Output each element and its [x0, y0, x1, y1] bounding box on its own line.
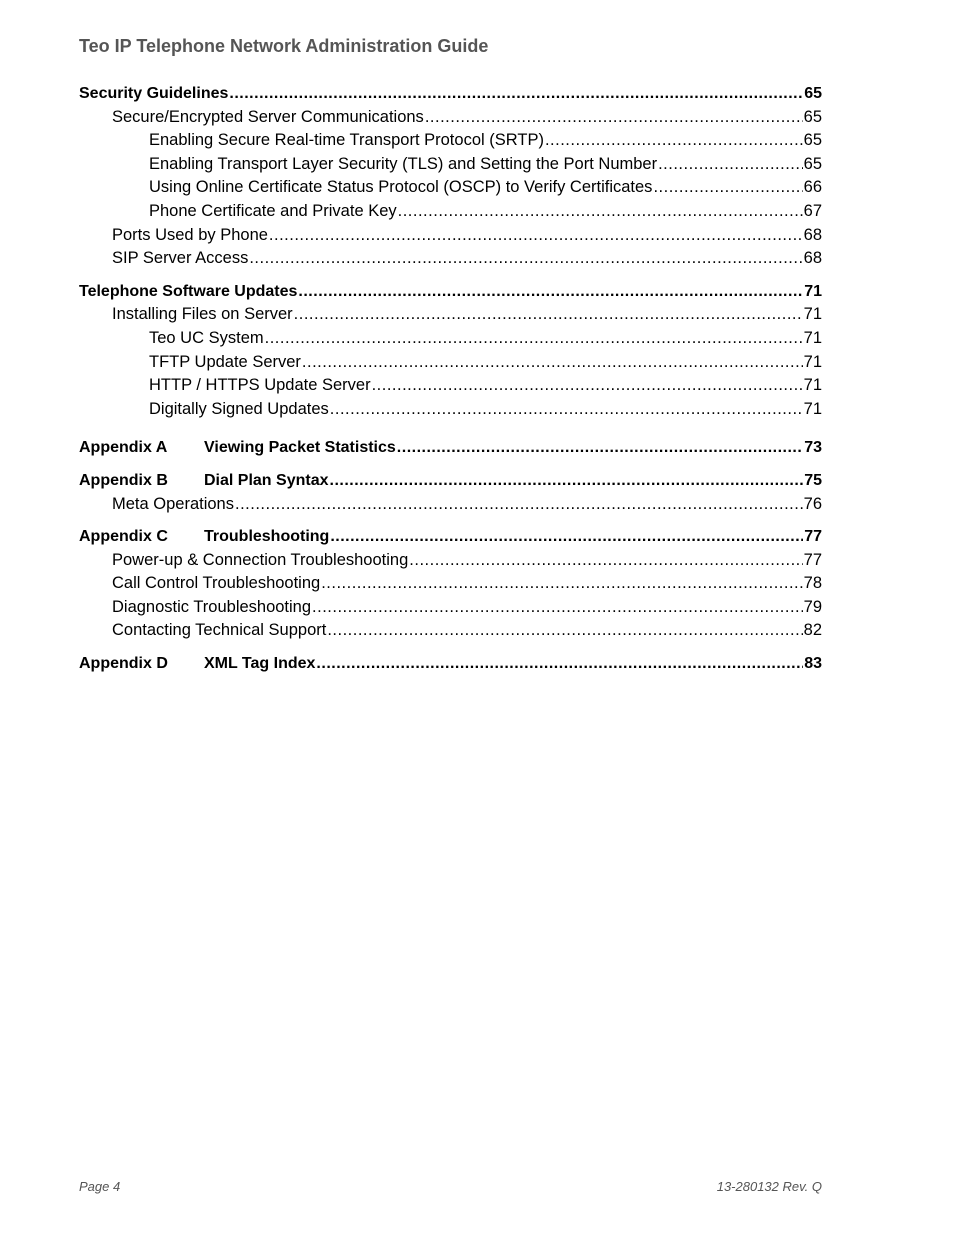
toc-entry-page: 71 — [803, 399, 822, 418]
toc-entry-title: Dial Plan Syntax — [204, 471, 329, 489]
toc-entry-page: 73 — [804, 439, 822, 457]
toc-entry[interactable] — [79, 596, 822, 620]
toc-entry[interactable] — [79, 374, 822, 398]
toc-entry-title: Call Control Troubleshooting — [112, 574, 321, 593]
toc-entry[interactable] — [79, 351, 822, 375]
toc-entry-title: XML Tag Index — [204, 655, 316, 673]
toc-entry-page: 77 — [803, 550, 822, 569]
toc-entry-title: SIP Server Access — [112, 249, 249, 268]
toc-section-appendix-a — [79, 436, 822, 460]
dot-leader — [658, 153, 803, 177]
dot-leader — [229, 82, 803, 106]
dot-leader — [321, 572, 802, 596]
toc-entry[interactable] — [79, 224, 822, 248]
toc-entry-page: 65 — [804, 85, 822, 102]
toc-entry[interactable] — [79, 303, 822, 327]
footer-doc-number: 13-280132 Rev. Q — [716, 1179, 822, 1194]
toc-entry-title: Power-up & Connection Troubleshooting — [112, 550, 409, 569]
appendix-tag: Appendix C — [79, 528, 168, 546]
toc-entry-page: 65 — [803, 107, 822, 126]
toc-entry-title: Installing Files on Server — [112, 305, 293, 324]
toc-entry[interactable] — [79, 525, 822, 549]
dot-leader — [372, 374, 803, 398]
toc-entry-title: Enabling Transport Layer Security (TLS) and Setting the Port Number — [149, 154, 658, 173]
toc-entry-title: Digitally Signed Updates — [149, 399, 329, 418]
toc-entry-page: 76 — [803, 494, 822, 513]
toc-section-software-updates — [79, 280, 822, 422]
toc-entry-page: 65 — [803, 154, 822, 173]
toc-entry[interactable] — [79, 129, 822, 153]
toc-entry[interactable] — [79, 153, 822, 177]
toc-entry[interactable] — [79, 572, 822, 596]
toc-entry-page: 83 — [804, 655, 822, 673]
table-of-contents — [79, 82, 822, 685]
dot-leader — [302, 351, 803, 375]
dot-leader — [249, 247, 802, 271]
appendix-tag: Appendix B — [79, 471, 168, 489]
toc-entry-title: Troubleshooting — [204, 528, 330, 546]
toc-entry-page: 71 — [804, 282, 822, 300]
toc-entry-title: Contacting Technical Support — [112, 621, 327, 640]
toc-entry[interactable] — [79, 280, 822, 304]
toc-entry[interactable] — [79, 549, 822, 573]
toc-entry-title: Telephone Software Updates — [79, 282, 298, 300]
dot-leader — [398, 200, 803, 224]
dot-leader — [316, 652, 803, 676]
toc-entry-title: Secure/Encrypted Server Communications — [112, 107, 424, 126]
toc-entry[interactable] — [79, 82, 822, 106]
toc-entry-title: Enabling Secure Real-time Transport Protocol (SRTP) — [149, 131, 544, 150]
toc-entry-title: TFTP Update Server — [149, 352, 301, 371]
dot-leader — [425, 106, 803, 130]
toc-entry[interactable] — [79, 247, 822, 271]
toc-entry[interactable] — [79, 469, 822, 493]
toc-entry[interactable] — [79, 493, 822, 517]
appendix-tag: Appendix D — [79, 655, 168, 673]
dot-leader — [265, 327, 803, 351]
toc-entry-title: Viewing Packet Statistics — [204, 439, 396, 457]
toc-section-appendix-d — [79, 652, 822, 676]
toc-entry-page: 75 — [804, 471, 822, 489]
toc-entry-page: 82 — [803, 621, 822, 640]
toc-entry-page: 67 — [803, 201, 822, 220]
toc-entry-title: Ports Used by Phone — [112, 225, 268, 244]
dot-leader — [235, 493, 803, 517]
toc-entry-page: 71 — [803, 305, 822, 324]
toc-entry-title: Meta Operations — [112, 494, 234, 513]
toc-entry-page: 78 — [803, 574, 822, 593]
toc-entry[interactable] — [79, 176, 822, 200]
toc-entry[interactable] — [79, 619, 822, 643]
toc-entry[interactable] — [79, 106, 822, 130]
dot-leader — [545, 129, 803, 153]
dot-leader — [269, 224, 803, 248]
toc-entry[interactable] — [79, 398, 822, 422]
dot-leader — [397, 436, 803, 460]
toc-entry[interactable] — [79, 652, 822, 676]
dot-leader — [327, 619, 802, 643]
dot-leader — [330, 469, 804, 493]
toc-entry[interactable] — [79, 200, 822, 224]
toc-section-appendix-c — [79, 525, 822, 643]
appendix-tag: Appendix A — [79, 439, 168, 457]
dot-leader — [294, 303, 803, 327]
toc-entry-page: 68 — [803, 249, 822, 268]
toc-entry[interactable] — [79, 436, 822, 460]
dot-leader — [312, 596, 803, 620]
dot-leader — [653, 176, 802, 200]
toc-section-appendix-b — [79, 469, 822, 516]
toc-entry-page: 71 — [803, 376, 822, 395]
toc-entry-page: 65 — [803, 131, 822, 150]
toc-entry-title: Phone Certificate and Private Key — [149, 201, 397, 220]
toc-entry-title: Teo UC System — [149, 328, 264, 347]
toc-entry-page: 71 — [803, 352, 822, 371]
toc-entry-title: Diagnostic Troubleshooting — [112, 597, 312, 616]
footer-page-number: Page 4 — [79, 1179, 121, 1194]
toc-entry-title: HTTP / HTTPS Update Server — [149, 376, 371, 395]
toc-entry-page: 66 — [803, 178, 822, 197]
document-header-title: Teo IP Telephone Network Administration Guide — [79, 36, 489, 56]
dot-leader — [298, 280, 803, 304]
toc-entry-page: 79 — [803, 597, 822, 616]
toc-entry-title: Security Guidelines — [79, 85, 229, 102]
dot-leader — [330, 525, 803, 549]
dot-leader — [409, 549, 802, 573]
toc-entry[interactable] — [79, 327, 822, 351]
dot-leader — [330, 398, 803, 422]
toc-entry-title: Using Online Certificate Status Protocol (OSCP) to Verify Certificates — [149, 178, 653, 197]
toc-entry-page: 68 — [803, 225, 822, 244]
toc-entry-page: 71 — [803, 328, 822, 347]
toc-entry-page: 77 — [804, 528, 822, 546]
toc-section-security — [79, 82, 822, 271]
